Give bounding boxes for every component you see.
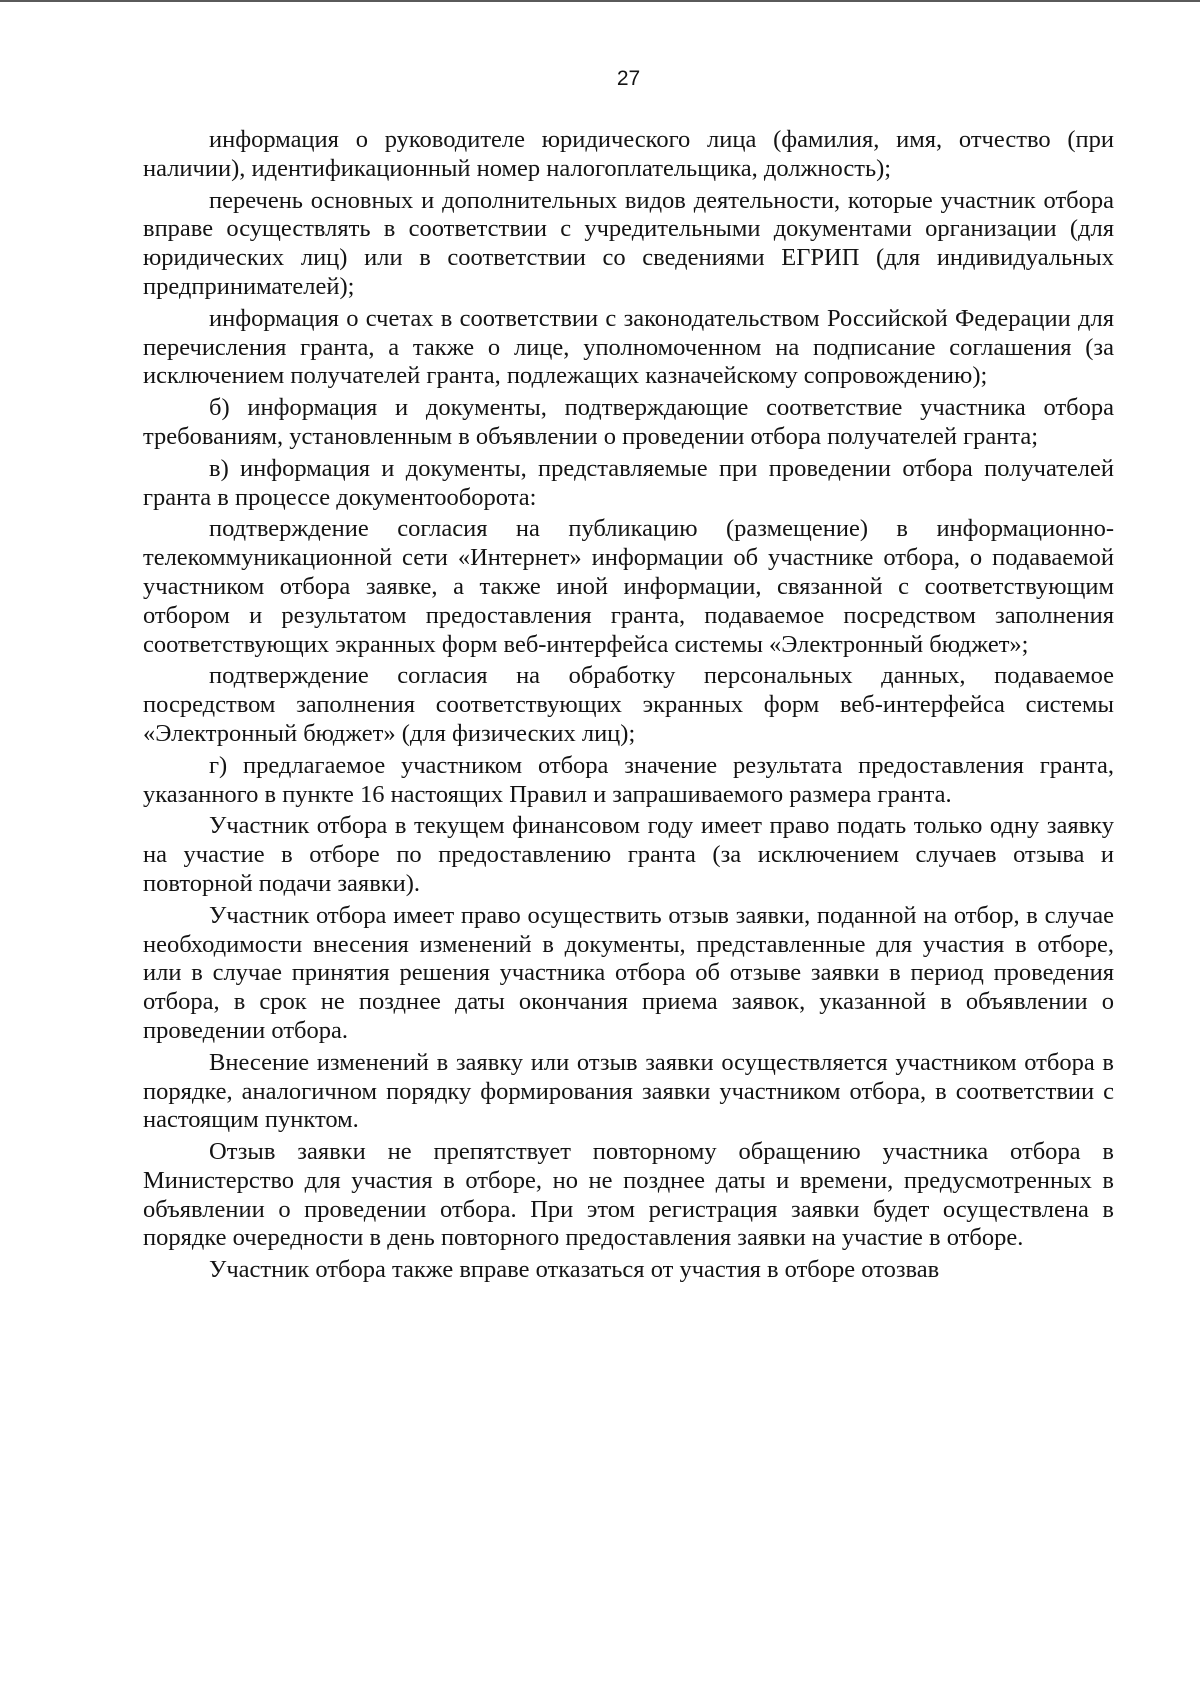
paragraph-8: г) предлагаемое участником отбора значение результата предоставления гранта, указанного в пункте 16 настоящих Правил и запрашиваемого размера гранта. bbox=[143, 751, 1114, 808]
paragraph-10: Участник отбора имеет право осуществить отзыв заявки, поданной на отбор, в случае необходимости внесения изменений в документы, представленные для участия в отборе, или в случае принятия решения участника отбора об отзыве заявки в период проведения отбора, в срок не позднее даты окончания приема заявок, указанной в объявлении о проведении отбора. bbox=[143, 901, 1114, 1044]
paragraph-4: б) информация и документы, подтверждающие соответствие участника отбора требованиям, установленным в объявлении о проведении отбора получателей гранта; bbox=[143, 394, 1114, 450]
paragraph-5: в) информация и документы, представляемые при проведении отбора получателей гранта в процессе документооборота: bbox=[143, 454, 1114, 511]
paragraph-2: перечень основных и дополнительных видов деятельности, которые участник отбора вправе осуществлять в соответствии с учредительными документами организации (для юридических лиц) или в соответствии со сведениями ЕГРИП (для индивидуальных предпринимателей); bbox=[143, 186, 1114, 300]
scan-top-edge bbox=[0, 0, 1200, 2]
page-number: 27 bbox=[616, 67, 641, 90]
paragraph-7: подтверждение согласия на обработку персональных данных, подаваемое посредством заполнения соответствующих экранных форм веб-интерфейса системы «Электронный бюджет» (для физических лиц); bbox=[143, 662, 1114, 747]
paragraph-11: Внесение изменений в заявку или отзыв заявки осуществляется участником отбора в порядке, аналогичном порядку формирования заявки участником отбора, в соответствии с настоящим пунктом. bbox=[143, 1048, 1114, 1134]
paragraph-9: Участник отбора в текущем финансовом году имеет право подать только одну заявку на участие в отборе по предоставлению гранта (за исключением случаев отзыва и повторной подачи заявки). bbox=[143, 812, 1114, 897]
paragraph-12: Отзыв заявки не препятствует повторному обращению участника отбора в Министерство для участия в отборе, но не позднее даты и времени, предусмотренных в объявлении о проведении отбора. При этом регистрация заявки будет осуществлена в порядке очередности в день повторного предоставления заявки на участие в отборе. bbox=[143, 1138, 1114, 1252]
paragraph-6: подтверждение согласия на публикацию (размещение) в информационно-телекоммуникационной сети «Интернет» информации об участнике отбора, о подаваемой участником отбора заявке, а также иной информации, связанной с соответствующим отбором и результатом предоставления гранта, подаваемое посредством заполнения соответствующих экранных форм веб-интерфейса системы «Электронный бюджет»; bbox=[143, 515, 1114, 658]
paragraph-3: информация о счетах в соответствии с законодательством Российской Федерации для перечисления гранта, а также о лице, уполномоченном на подписание соглашения (за исключением получателей гранта, подлежащих казначейскому сопровождению); bbox=[143, 304, 1114, 390]
paragraph-1: информация о руководителе юридического лица (фамилия, имя, отчество (при наличии), идентификационный номер налогоплательщика, должность); bbox=[143, 126, 1114, 182]
paragraph-13: Участник отбора также вправе отказаться от участия в отборе отозвав bbox=[209, 1256, 940, 1284]
